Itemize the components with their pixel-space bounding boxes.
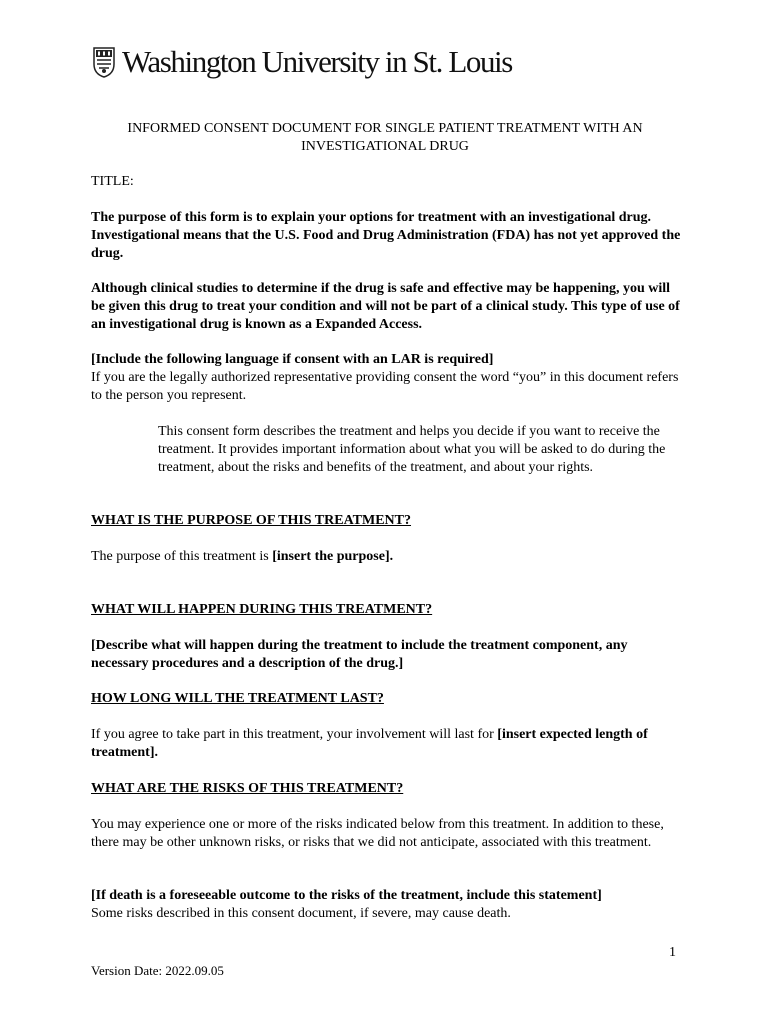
death-paragraph [91, 887, 681, 923]
death-instruction: [If death is a foreseeable outcome to the risks of the treatment, include this statement] [91, 888, 602, 903]
document-title [80, 120, 690, 156]
lar-text: If you are the legally authorized representative providing consent the word “you” in this document refers to the person you represent. [91, 370, 679, 403]
duration-paragraph [91, 726, 681, 762]
death-text: Some risks described in this consent document, if severe, may cause death. [91, 906, 511, 921]
happen-heading: WHAT WILL HAPPEN DURING THIS TREATMENT? [91, 602, 433, 617]
title-label: TITLE: [91, 174, 134, 189]
purpose-placeholder: [insert the purpose]. [272, 549, 394, 564]
document-title-line2: INVESTIGATIONAL DRUG [301, 139, 469, 154]
duration-placeholder: [insert expected length of treatment]. [91, 727, 648, 760]
lar-paragraph [91, 351, 681, 405]
purpose-heading: WHAT IS THE PURPOSE OF THIS TREATMENT? [91, 513, 412, 528]
university-seal-icon [92, 46, 116, 78]
version-date: Version Date: 2022.09.05 [91, 963, 224, 978]
document-title-line1: INFORMED CONSENT DOCUMENT FOR SINGLE PATIENT TREATMENT WITH AN [127, 121, 643, 136]
risks-paragraph: You may experience one or more of the risks indicated below from this treatment. In addition to these, there may be other unknown risks, or risks that we did not anticipate, associated with this treatment. [91, 817, 664, 850]
logo-wordmark: Washington University in St. Louis [122, 44, 512, 79]
page-number: 1 [669, 945, 676, 960]
consent-description-paragraph: This consent form describes the treatment and helps you decide if you want to receive the treatment. It provides important information about what you will be asked to do during the treatment, about the risks and benefits of the treatment, and about your rights. [158, 424, 666, 475]
duration-text: If you agree to take part in this treatment, your involvement will last for [91, 727, 498, 742]
university-logo [92, 44, 512, 80]
happen-instruction: [Describe what will happen during the treatment to include the treatment component, any necessary procedures and a description of the drug.] [91, 638, 628, 671]
risks-heading: WHAT ARE THE RISKS OF THIS TREATMENT? [91, 781, 404, 796]
lar-instruction: [Include the following language if consent with an LAR is required] [91, 352, 494, 367]
purpose-paragraph [91, 548, 681, 566]
expanded-access-paragraph: Although clinical studies to determine if the drug is safe and effective may be happening, you will be given this drug to treat your condition and will not be part of a clinical study. This type of use of an investigational drug is known as a Expanded Access. [91, 281, 680, 332]
purpose-intro-paragraph: The purpose of this form is to explain your options for treatment with an investigational drug. Investigational means that the U.S. Food and Drug Administration (FDA) has not yet approved the drug. [91, 210, 681, 261]
duration-heading: HOW LONG WILL THE TREATMENT LAST? [91, 691, 384, 706]
purpose-text: The purpose of this treatment is [91, 549, 273, 564]
